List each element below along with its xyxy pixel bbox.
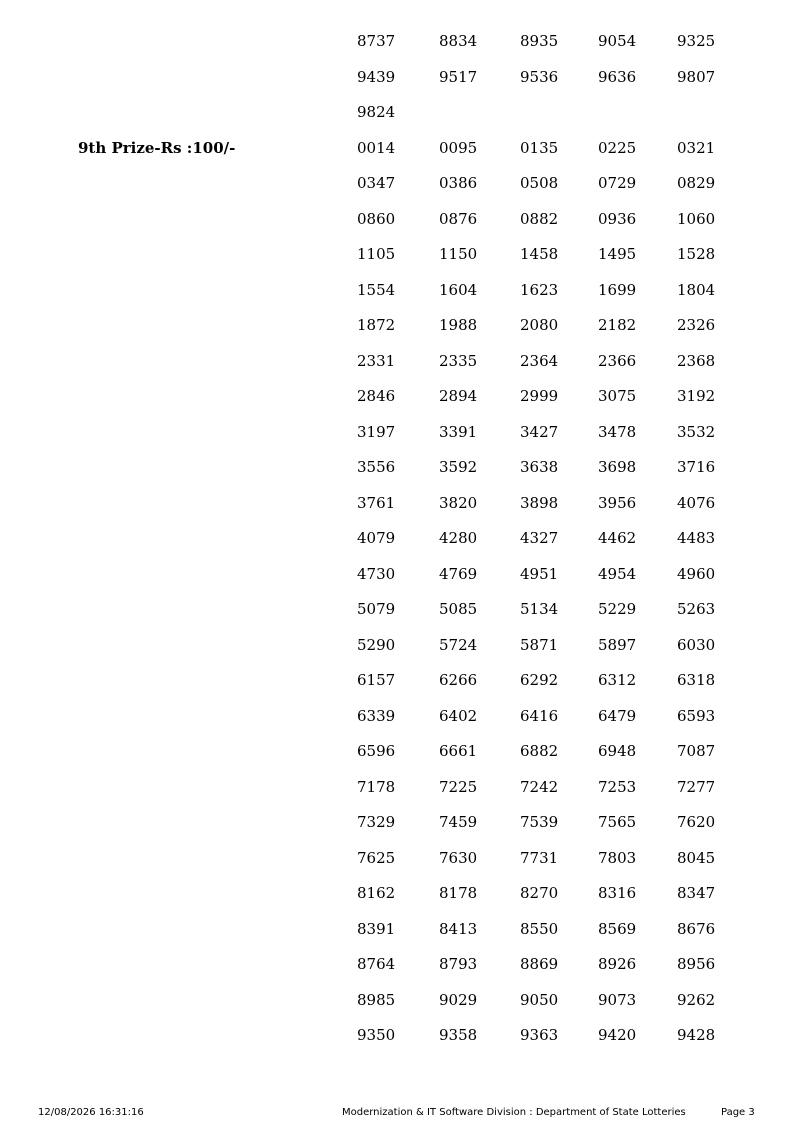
ticket-number: 5897 — [598, 635, 637, 654]
ticket-number: 8935 — [520, 32, 559, 50]
ticket-number: 4954 — [598, 564, 637, 583]
ticket-number: 8956 — [677, 955, 716, 973]
number-row — [0, 955, 800, 991]
number-row — [0, 139, 800, 175]
ticket-number: 9439 — [357, 67, 396, 86]
ticket-number: 6479 — [598, 706, 637, 725]
ticket-number: 5724 — [439, 635, 478, 654]
ticket-number: 3761 — [357, 493, 396, 512]
ticket-number: 0347 — [357, 174, 396, 192]
ticket-number: 6292 — [520, 671, 559, 689]
ticket-number: 7459 — [439, 813, 478, 831]
number-row — [0, 671, 800, 707]
ticket-number: 6030 — [677, 635, 716, 654]
ticket-number: 0729 — [598, 174, 637, 192]
ticket-number: 3391 — [439, 422, 478, 441]
ticket-number: 4327 — [520, 529, 559, 547]
ticket-number: 9325 — [677, 32, 716, 50]
ticket-number: 5229 — [598, 600, 637, 618]
ticket-number: 4769 — [439, 564, 478, 583]
number-row — [0, 423, 800, 459]
ticket-number: 7803 — [598, 848, 637, 867]
ticket-number: 2331 — [357, 351, 396, 370]
number-row — [0, 281, 800, 317]
number-row — [0, 1026, 800, 1062]
ticket-number: 9029 — [439, 990, 478, 1009]
ticket-number: 8985 — [357, 990, 396, 1009]
number-row — [0, 174, 800, 210]
ticket-number: 5871 — [520, 635, 559, 654]
ticket-number: 8270 — [520, 884, 559, 902]
ticket-number: 1150 — [439, 245, 478, 263]
ticket-number: 1699 — [598, 280, 637, 299]
number-row — [0, 920, 800, 956]
ticket-number: 4951 — [520, 564, 559, 583]
ticket-number: 7178 — [357, 777, 396, 796]
ticket-number: 1060 — [677, 209, 716, 228]
ticket-number: 2080 — [520, 316, 559, 334]
number-row — [0, 991, 800, 1027]
ticket-number: 4280 — [439, 529, 478, 547]
ticket-number: 9363 — [520, 1026, 559, 1044]
ticket-number: 1604 — [439, 280, 478, 299]
number-row — [0, 387, 800, 423]
ticket-number: 9517 — [439, 67, 478, 86]
ticket-number: 3592 — [439, 458, 478, 476]
ticket-number: 3192 — [677, 387, 716, 405]
ticket-number: 7225 — [439, 777, 478, 796]
ticket-number: 2846 — [357, 387, 396, 405]
ticket-number: 8793 — [439, 955, 478, 973]
number-row — [0, 316, 800, 352]
ticket-number: 6661 — [439, 742, 478, 760]
ticket-number: 9636 — [598, 67, 637, 86]
ticket-number: 8162 — [357, 884, 396, 902]
ticket-number: 9262 — [677, 990, 716, 1009]
ticket-number: 2182 — [598, 316, 637, 334]
ticket-number: 1458 — [520, 245, 559, 263]
ticket-number: 2326 — [677, 316, 716, 334]
ticket-number: 0014 — [357, 138, 396, 157]
ticket-number: 4730 — [357, 564, 396, 583]
ticket-number: 9824 — [357, 103, 396, 121]
ticket-number: 1554 — [357, 280, 396, 299]
ticket-number: 1528 — [677, 245, 716, 263]
ticket-number: 7087 — [677, 742, 716, 760]
ticket-number: 1872 — [357, 316, 396, 334]
ticket-number: 0095 — [439, 138, 478, 157]
ticket-number: 1623 — [520, 280, 559, 299]
ticket-number: 6318 — [677, 671, 716, 689]
ticket-number: 6416 — [520, 706, 559, 725]
ticket-number: 1804 — [677, 280, 716, 299]
ticket-number: 7565 — [598, 813, 637, 831]
ticket-number: 3698 — [598, 458, 637, 476]
ticket-number: 3716 — [677, 458, 716, 476]
ticket-number: 6266 — [439, 671, 478, 689]
ticket-number: 2999 — [520, 387, 559, 405]
ticket-number: 8391 — [357, 919, 396, 938]
ticket-number: 3556 — [357, 458, 396, 476]
number-row — [0, 494, 800, 530]
ticket-number: 9536 — [520, 67, 559, 86]
ticket-number: 5290 — [357, 635, 396, 654]
ticket-number: 7329 — [357, 813, 396, 831]
ticket-number: 0508 — [520, 174, 559, 192]
ticket-number: 7253 — [598, 777, 637, 796]
ticket-number: 0882 — [520, 209, 559, 228]
ticket-number: 6312 — [598, 671, 637, 689]
number-row — [0, 352, 800, 388]
ticket-number: 9358 — [439, 1026, 478, 1044]
ticket-number: 8764 — [357, 955, 396, 973]
ticket-number: 8045 — [677, 848, 716, 867]
ticket-number: 6948 — [598, 742, 637, 760]
ticket-number: 1988 — [439, 316, 478, 334]
footer-page-number: Page 3 — [721, 1107, 755, 1118]
ticket-number: 4462 — [598, 529, 637, 547]
ticket-number: 0876 — [439, 209, 478, 228]
number-row — [0, 245, 800, 281]
ticket-number: 0225 — [598, 138, 637, 157]
ticket-number: 9054 — [598, 32, 637, 50]
number-row — [0, 600, 800, 636]
ticket-number: 3532 — [677, 422, 716, 441]
ticket-number: 3478 — [598, 422, 637, 441]
ticket-number: 0936 — [598, 209, 637, 228]
ticket-number: 9807 — [677, 67, 716, 86]
ticket-number: 2894 — [439, 387, 478, 405]
number-row — [0, 103, 800, 139]
ticket-number: 8569 — [598, 919, 637, 938]
ticket-number: 6596 — [357, 742, 396, 760]
number-row — [0, 778, 800, 814]
ticket-number: 7731 — [520, 848, 559, 867]
ticket-number: 8550 — [520, 919, 559, 938]
ticket-number: 5085 — [439, 600, 478, 618]
ticket-number: 0829 — [677, 174, 716, 192]
number-row — [0, 529, 800, 565]
ticket-number: 8347 — [677, 884, 716, 902]
number-row — [0, 742, 800, 778]
ticket-number: 7242 — [520, 777, 559, 796]
number-row — [0, 884, 800, 920]
ticket-number: 6339 — [357, 706, 396, 725]
page-footer — [0, 1106, 800, 1122]
ticket-number: 3427 — [520, 422, 559, 441]
ticket-number: 2368 — [677, 351, 716, 370]
ticket-number: 3638 — [520, 458, 559, 476]
ticket-number: 8413 — [439, 919, 478, 938]
ticket-number: 3956 — [598, 493, 637, 512]
prize-label: 9th Prize-Rs :100/- — [78, 138, 236, 157]
ticket-number: 0860 — [357, 209, 396, 228]
ticket-number: 8676 — [677, 919, 716, 938]
ticket-number: 9420 — [598, 1026, 637, 1044]
ticket-number: 9073 — [598, 990, 637, 1009]
ticket-number: 7277 — [677, 777, 716, 796]
ticket-number: 0135 — [520, 138, 559, 157]
ticket-number: 8316 — [598, 884, 637, 902]
ticket-number: 3898 — [520, 493, 559, 512]
ticket-number: 9050 — [520, 990, 559, 1009]
ticket-number: 3820 — [439, 493, 478, 512]
footer-timestamp: 12/08/2026 16:31:16 — [38, 1107, 144, 1118]
ticket-number: 9428 — [677, 1026, 716, 1044]
ticket-number: 9350 — [357, 1026, 396, 1044]
ticket-number: 0321 — [677, 138, 716, 157]
ticket-number: 2364 — [520, 351, 559, 370]
ticket-number: 3197 — [357, 422, 396, 441]
ticket-number: 8926 — [598, 955, 637, 973]
number-row — [0, 458, 800, 494]
number-row — [0, 210, 800, 246]
ticket-number: 1495 — [598, 245, 637, 263]
number-row — [0, 813, 800, 849]
number-row — [0, 565, 800, 601]
ticket-number: 7620 — [677, 813, 716, 831]
number-row — [0, 849, 800, 885]
ticket-number: 7630 — [439, 848, 478, 867]
ticket-number: 6402 — [439, 706, 478, 725]
ticket-number: 7625 — [357, 848, 396, 867]
ticket-number: 5079 — [357, 600, 396, 618]
ticket-number: 5134 — [520, 600, 559, 618]
ticket-number: 2366 — [598, 351, 637, 370]
footer-division: Modernization & IT Software Division : Department of State Lotteries — [342, 1107, 686, 1118]
ticket-number: 6593 — [677, 706, 716, 725]
ticket-number: 8178 — [439, 884, 478, 902]
ticket-number: 6157 — [357, 671, 396, 689]
ticket-number: 2335 — [439, 351, 478, 370]
ticket-number: 7539 — [520, 813, 559, 831]
ticket-number: 4483 — [677, 529, 716, 547]
number-row — [0, 68, 800, 104]
ticket-number: 4076 — [677, 493, 716, 512]
ticket-number: 0386 — [439, 174, 478, 192]
number-row — [0, 32, 800, 68]
ticket-number: 8834 — [439, 32, 478, 50]
ticket-number: 4960 — [677, 564, 716, 583]
ticket-number: 5263 — [677, 600, 716, 618]
ticket-number: 3075 — [598, 387, 637, 405]
ticket-number: 4079 — [357, 529, 396, 547]
ticket-number: 8737 — [357, 32, 396, 50]
number-row — [0, 636, 800, 672]
number-row — [0, 707, 800, 743]
ticket-number: 1105 — [357, 245, 396, 263]
ticket-number: 8869 — [520, 955, 559, 973]
ticket-number: 6882 — [520, 742, 559, 760]
